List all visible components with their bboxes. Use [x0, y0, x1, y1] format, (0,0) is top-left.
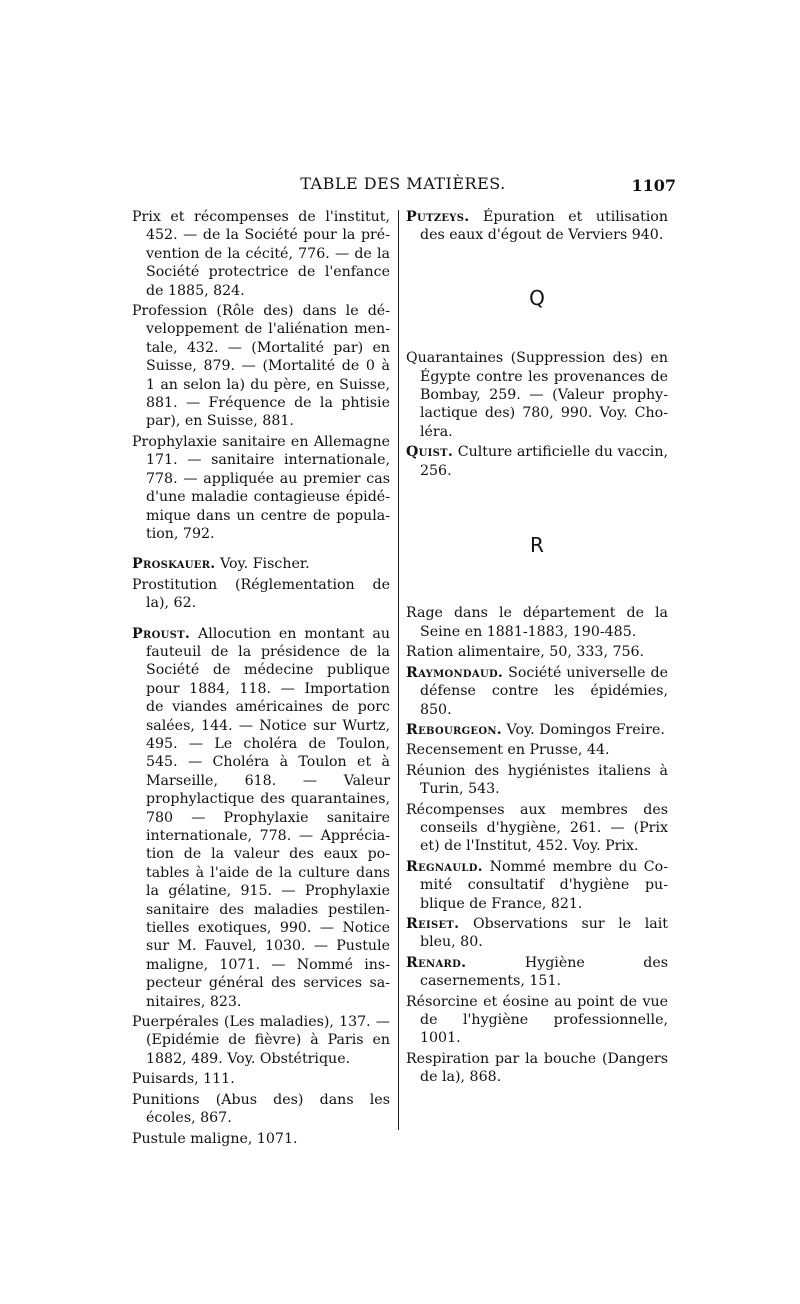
index-entry: [132, 555, 390, 573]
entry-text: Épuration et utilisation des eaux d'égout de Verviers 940.: [420, 209, 668, 244]
index-entry: [406, 915, 668, 952]
index-entry: [406, 741, 668, 759]
entry-text: Voy. Domingos Freire.: [502, 721, 665, 738]
entry-text: Récompenses aux membres des conseils d'hygiène, 261. — (Prix et) de l'Institut, 452. Voy. Prix.: [406, 801, 668, 855]
section-letter-q: Q: [529, 285, 545, 310]
entry-text: Respiration par la bouche (Dangers de la), 868.: [406, 1050, 668, 1086]
index-entry: [406, 858, 668, 913]
left-column: [132, 208, 390, 1150]
right-column: [406, 208, 668, 1089]
right-column-p-entries: [406, 208, 668, 245]
index-entry: [132, 1091, 390, 1128]
index-entry: [132, 1013, 390, 1068]
entry-author-name: Renard.: [406, 954, 467, 971]
entry-text: Observations sur le lait bleu, 80.: [420, 915, 668, 951]
index-entry: [406, 349, 668, 441]
index-entry: [406, 993, 668, 1048]
index-entry: [406, 664, 668, 719]
entry-text: Ration alimentaire, 50, 333, 756.: [406, 644, 645, 661]
section-letter-r: R: [530, 533, 544, 558]
entry-text: Prophylaxie sanitaire en Allemagne 171. — sanitaire internationale, 778. — appliquée au premier cas d'une maladie contagieuse épidémique dans un centre de population, 792.: [132, 433, 390, 542]
entry-author-name: Putzeys.: [406, 209, 470, 225]
right-column-q-entries: [406, 349, 668, 480]
index-entry: [406, 762, 668, 799]
entry-text: Recensement en Prusse, 44.: [406, 742, 610, 759]
page-title: TABLE DES MATIÈRES.: [300, 174, 506, 193]
index-entry: [132, 625, 390, 1012]
index-entry: [406, 721, 668, 739]
column-divider: [398, 210, 399, 1130]
entry-text: Résorcine et éosine au point de vue de l'hygiène professionnelle, 1001.: [406, 993, 668, 1047]
index-entry: [406, 801, 668, 856]
entry-author-name: Regnauld.: [406, 858, 483, 875]
entry-author-name: Proust.: [132, 625, 191, 642]
index-entry: [132, 433, 390, 543]
index-entry: [406, 954, 668, 991]
entry-author-name: Raymondaud.: [406, 664, 504, 681]
index-entry: [406, 604, 668, 641]
entry-author-name: Quist.: [406, 444, 454, 461]
entry-text: Puerpérales (Les maladies), 137. — (Epidémie de fièvre) à Paris en 1882, 489. Voy. Obstétrique.: [132, 1014, 390, 1067]
index-entry: [406, 1050, 668, 1087]
entry-text: Rage dans le département de la Seine en 1881-1883, 190-485.: [406, 605, 668, 640]
index-entry: [132, 1130, 390, 1148]
index-entry: [406, 208, 668, 245]
entry-author-name: Rebourgeon.: [406, 721, 503, 738]
index-entry: [132, 302, 390, 431]
entry-author-name: Proskauer.: [132, 556, 216, 573]
entry-text: Pustule maligne, 1071.: [132, 1130, 298, 1147]
entry-text: Culture artificielle du vaccin, 256.: [420, 444, 668, 479]
page-number: 1107: [631, 176, 676, 195]
entry-text: Allocution en montant au fauteuil de la présidence de la Société de médecine publique pour 1884, 118. — Importation de viandes américaines de porc salées, 144. — Notice sur Wurtz, 495. — Le choléra de Toulon, 545. — Choléra à Toulon et à Marseille, 618. — Valeur prophylactique des quarantaines, 780 — Prophylaxie sanitaire internationale, 778. — Appréciation de la valeur des eaux potables à l'aide de la culture dans la gélatine, 915. — Prophylaxie sanitaire des maladies pestilentielles exotiques, 990. — Notice sur M. Fauvel, 1030. — Pustule maligne, 1071. — Nommé inspecteur général des services sanitaires, 823.: [146, 625, 390, 1010]
entry-text: Quarantaines (Suppression des) en Égypte contre les provenances de Bombay, 259. — (Valeur prophylactique des) 780, 990. Voy. Choléra.: [406, 350, 668, 440]
entry-text: Société universelle de défense contre les épidémies, 850.: [420, 664, 668, 718]
entry-text: Prostitution (Réglementation de la), 62.: [132, 576, 390, 612]
entry-text: Réunion des hygiénistes italiens à Turin, 543.: [406, 762, 668, 798]
entry-text: Nommé membre du Comité consultatif d'hygiène publique de France, 821.: [420, 858, 668, 912]
entry-text: Puisards, 111.: [132, 1071, 235, 1088]
entry-text: Prix et récompenses de l'institut, 452. — de la Société pour la prévention de la cécité, 776. — de la Société protectrice de l'enfance de 1885, 824.: [132, 209, 390, 299]
entry-author-name: Reiset.: [406, 915, 460, 932]
entry-text: Voy. Fischer.: [215, 556, 310, 573]
index-entry: [406, 643, 668, 661]
entry-text: Punitions (Abus des) dans les écoles, 867.: [132, 1091, 390, 1127]
index-entry: [132, 1070, 390, 1088]
entry-text: Profession (Rôle des) dans le développement de l'aliénation mentale, 432. — (Mortalité par) en Suisse, 879. — (Mortalité de 0 à 1 an selon la) du père, en Suisse, 881. — Fréquence de la phtisie par), en Suisse, 881.: [132, 303, 390, 430]
entry-text: Hygiène des casernements, 151.: [420, 954, 668, 990]
running-header: [130, 174, 676, 198]
index-entry: [406, 443, 668, 480]
right-column-r-entries: [406, 604, 668, 1086]
index-entry: [132, 208, 390, 300]
index-entry: [132, 576, 390, 613]
